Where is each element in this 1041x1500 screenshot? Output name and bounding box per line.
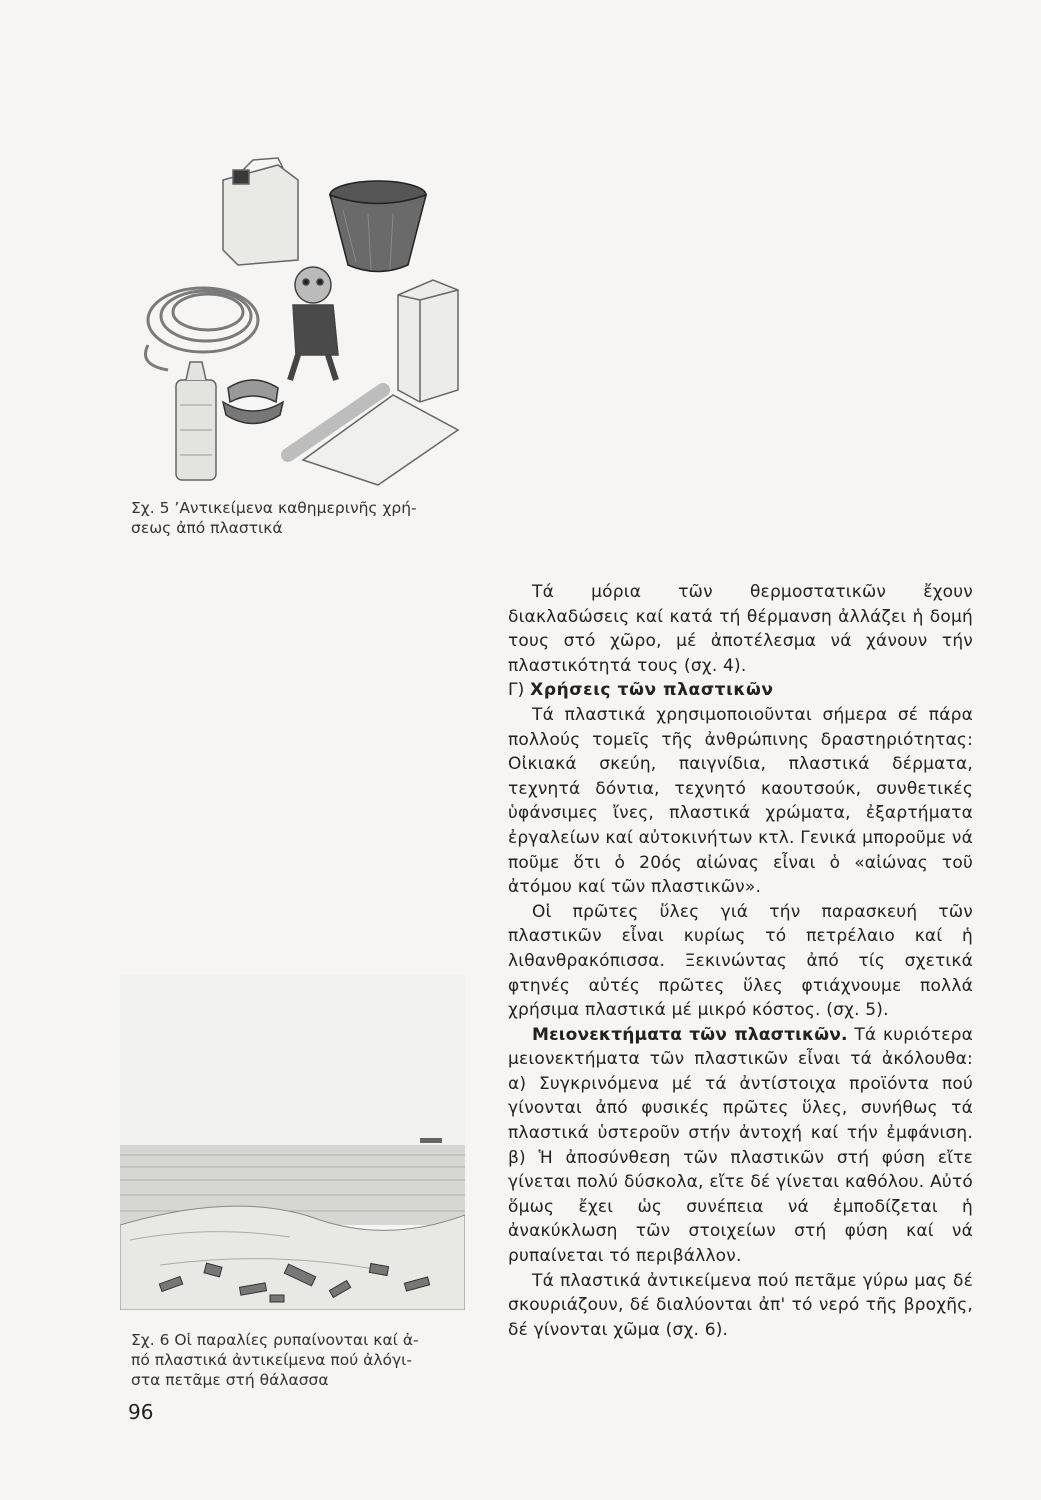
plastic-roll-icon (288, 390, 458, 485)
body-text (508, 580, 973, 1342)
hose-icon (146, 288, 259, 370)
paragraph-disadvantages (508, 1023, 973, 1269)
container-icon (398, 280, 458, 402)
figure5-caption: Σχ. 5 ’Αντικείμενα καθημερινῆς χρή- σεως ἀπό πλαστικά (131, 499, 417, 537)
dentures-icon (223, 380, 283, 424)
jerrycan-icon (223, 158, 298, 265)
paragraph-litter: Τά πλαστικά ἀντικείμενα πού πετᾶμε γύρω μας δέ σκουριάζουν, δέ διαλύονται ἀπ' τό νερό τῆς βροχῆς, δέ γίνονται χῶμα (σχ. 6). (508, 1270, 973, 1340)
doll-icon (290, 267, 338, 380)
bucket-icon (330, 181, 426, 272)
paragraph-raw-materials: Οἱ πρῶτες ὕλες γιά τήν παρασκευή τῶν πλαστικῶν εἶναι κυρίως τό πετρέλαιο καί ἡ λιθανθρακόπισσα. Ξεκινώντας ἀπό τίς σχετικά φτηνές αὐτές πρῶτες ὕλες φτιάχνουμε πολλά χρήσιμα πλαστικά μέ μικρό κόστος. (σχ. 5). (508, 901, 973, 1021)
polluted-beach-illustration (120, 975, 465, 1310)
section-heading-prefix: Γ) (508, 680, 525, 701)
disadvantages-text: Τά κυριότερα μειονεκτήματα τῶν πλαστικῶν εἶναι τά ἀκόλουθα: α) Συγκρινόμενα μέ τά ἀντίστοιχα προϊόντα πού γίνονται ἀπό φυσικές πρῶτες ὕλες, συνήθως τά πλαστικά ὑστεροῦν στήν ἀντοχή καί τήν ἐμφάνιση. β) Ἡ ἀποσύνθεση τῶν πλαστικῶν στή φύση εἴτε γίνεται πολύ δύσκολα, εἴτε δέ γίνεται καθόλου. Αὐτό ὅμως ἔχει ὡς συνέπεια νά ἐμποδίζεται ἡ ἀνακύκλωση τῶν στοιχείων στή φύση καί νά ρυπαίνεται τό περιβάλλον. (508, 1024, 973, 1267)
figure6-caption: Σχ. 6 Οἱ παραλίες ρυπαίνονται καί ἀ- πό πλαστικά ἀντικείμενα πού ἀλόγι- στα πετᾶμε στή θάλασσα (131, 1331, 419, 1389)
bottle-icon (176, 362, 216, 480)
section-heading-title: Χρήσεις τῶν πλαστικῶν (530, 680, 774, 701)
section-heading (508, 678, 973, 703)
disadvantages-runin-heading: Μειονεκτήματα τῶν πλαστικῶν. (532, 1024, 848, 1045)
page-number: 96 (128, 1400, 154, 1424)
plastic-objects-illustration (128, 140, 468, 490)
paragraph-thermostatic: Τά μόρια τῶν θερμοστατικῶν ἔχουν διακλαδώσεις καί κατά τή θέρμανση ἀλλάζει ἡ δομή τους στό χῶρο, μέ ἀποτέλεσμα νά χάνουν τήν πλαστικότητά τους (σχ. 4). (508, 582, 973, 676)
paragraph-uses: Τά πλαστικά χρησιμοποιοῦνται σήμερα σέ πάρα πολλούς τομεῖς τῆς ἀνθρώπινης δραστηριότητας: Οἰκιακά σκεύη, παιγνίδια, πλαστικά δέρματα, τεχνητά δόντια, τεχνητό καουτσούκ, συνθετικές ὑφάνσιμες ἴνες, πλαστικά χρώματα, ἐξαρτήματα ἐργαλείων καί αὐτοκινήτων κτλ. Γενικά μποροῦμε νά ποῦμε ὅτι ὁ 20ός αἰώνας εἶναι ὁ «αἰώνας τοῦ ἀτόμου καί τῶν πλαστικῶν». (508, 704, 973, 898)
